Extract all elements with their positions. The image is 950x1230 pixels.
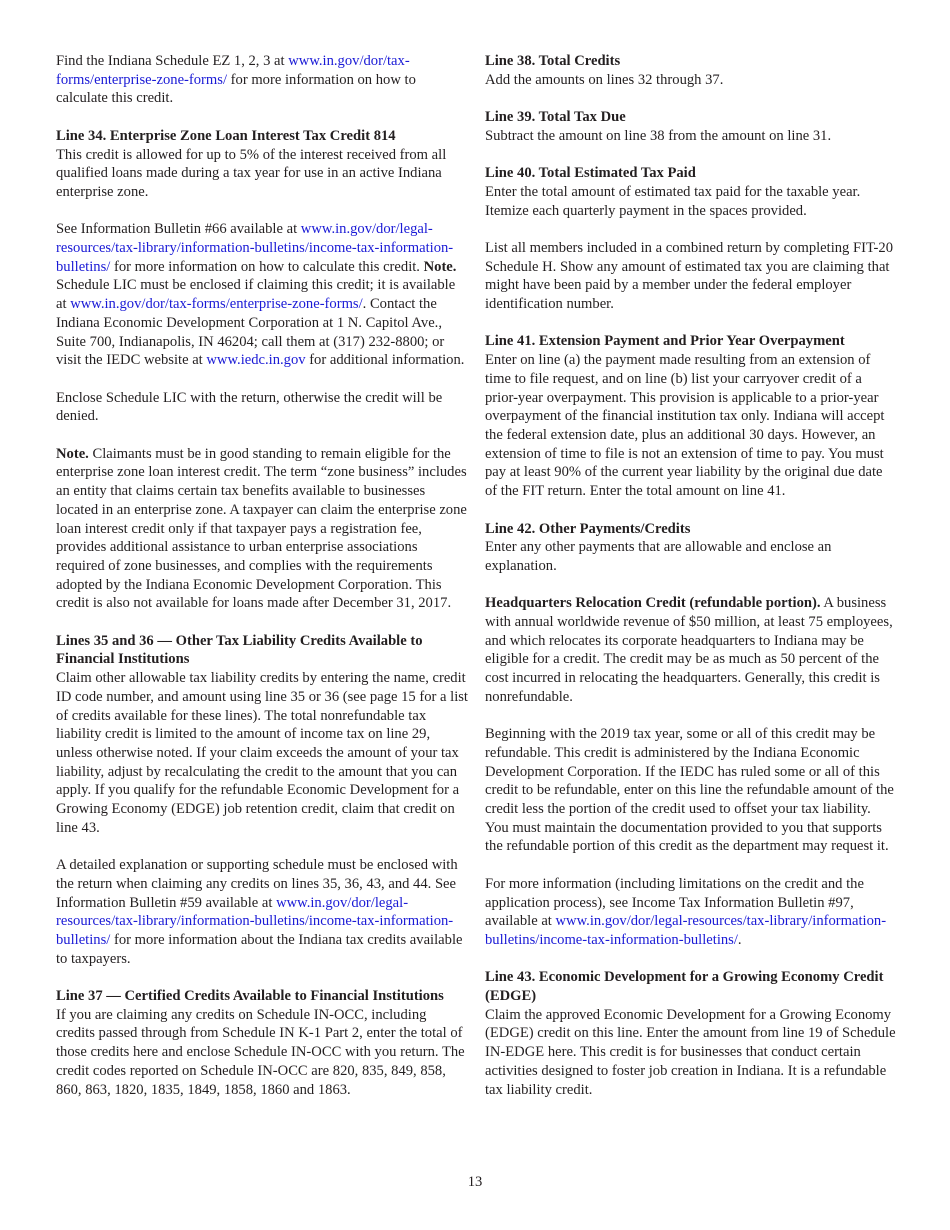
bulletin59-paragraph: A detailed explanation or supporting schedule must be enclosed with the return when claiming any credits on lines 35, 36, 43, and 44. See Information Bulletin #59 available at www.in.gov/dor/legal-resources/tax-library/information-bulletins/income-tax-information-bulletins/ for more information about the Indiana tax credits available to taxpayers. [56,857,463,967]
line37-section [56,987,468,1099]
line37-body: If you are claiming any credits on Schedule IN-OCC, including credits passed through from Schedule IN K-1 Part 2, enter the total of those credits here and enclose Schedule IN-OCC with you return. The credit codes reported on Schedule IN-OCC are 820, 835, 849, 858, 860, 863, 1820, 1835, 1849, 1858, 1860 and 1863. [56,1006,465,1098]
income-tax-bulletins-link[interactable]: www.in.gov/dor/legal-resources/tax-library/information-bulletins/income-tax-information-bulletins/ [56,221,454,275]
line34-body: This credit is allowed for up to 5% of the interest received from all qualified loans made during a tax year for use in an active Indiana enterprise zone. [56,146,447,200]
schedule-ez-paragraph: Find the Indiana Schedule EZ 1, 2, 3 at www.in.gov/dor/tax-forms/enterprise-zone-forms/ for more information on how to calculate this credit. [56,53,416,107]
line42-section [485,520,897,576]
line43-body: Claim the approved Economic Development for a Growing Economy (EDGE) credit on this line. Enter the amount from line 19 of Schedule IN-EDGE here. This credit is for businesses that conduct certain activities designed to foster job creation in Indiana. It is a refundable tax liability credit. [485,1006,896,1098]
bulletin97-paragraph: For more information (including limitations on the credit and the application process), see Income Tax Information Bulletin #97, available at www.in.gov/dor/legal-resources/tax-library/information-bulletins/income-tax-information-bulletins/. [485,875,887,948]
line42-heading: Line 42. Other Payments/Credits [485,520,691,537]
income-tax-bulletins-link-2[interactable]: www.in.gov/dor/legal-resources/tax-library/information-bulletins/income-tax-information-bulletins/ [56,894,454,948]
lines35-36-heading: Lines 35 and 36 — Other Tax Liability Credits Available to Financial Institutions [56,632,423,668]
line43-heading: Line 43. Economic Development for a Growing Economy Credit (EDGE) [485,969,884,1005]
combined-return-paragraph: List all members included in a combined return by completing FIT-20 Schedule H. Show any amount of estimated tax you are claiming that might have been paid by a member under the federal employer identification number. [485,239,893,313]
note-label: Note. [423,258,457,275]
refundable-2019-paragraph: Beginning with the 2019 tax year, some or all of this credit may be refundable. This credit is administered by the Indiana Economic Development Corporation. If the IEDC has ruled some or all of this credit to be refundable, enter on this line the refundable amount of the credit less the portion of the credit used to offset your tax liability. You must maintain the documentation provided to you that supports the refundable portion of this credit as the department may request it. [485,726,894,855]
hq-relocation-heading: Headquarters Relocation Credit (refundable portion). [485,595,821,612]
line34-section [56,127,468,202]
line41-section [485,332,897,500]
line40-body: Enter the total amount of estimated tax paid for the taxable year. Itemize each quarterly payment in the spaces provided. [485,183,861,219]
good-standing-note: Note. Claimants must be in good standing to remain eligible for the enterprise zone loan interest credit. The term “zone business” includes an entity that claims certain tax benefits available to businesses located in an enterprise zone. A taxpayer can claim the enterprise zone loan interest credit only if that taxpayer pays a registration fee, provides additional assistance to urban enterprise associations required of zone businesses, and complies with the requirements adopted by the Indiana Economic Development Corporation. This credit is also not available for loans made after December 31, 2017. [56,445,467,612]
line39-section [485,108,897,145]
page-number: 13 [467,1174,483,1190]
lines35-36-section [56,632,468,838]
right-column [485,52,897,1118]
lines35-36-body: Claim other allowable tax liability credits by entering the name, credit ID code number, and amount using line 35 or 36 (see page 15 for a list of credits available for these lines). The total nonrefundable tax liability credit is limited to the amount of income tax on line 29, unless otherwise noted. If your claim exceeds the amount of your tax liability, adjust by recalculating the credit to the amount that you can apply. If you qualify for the refundable Economic Development for a Growing Economy (EDGE) job retention credit, claim that credit on line 43. [56,670,468,836]
iedc-website-link[interactable]: www.iedc.in.gov [206,352,306,369]
line42-body: Enter any other payments that are allowable and enclose an explanation. [485,539,832,574]
line43-section [485,968,897,1099]
enterprise-zone-forms-link-2[interactable]: www.in.gov/dor/tax-forms/enterprise-zone-forms/ [70,296,363,313]
note-label-2: Note. [56,445,89,462]
line40-section [485,164,897,220]
line38-body: Add the amounts on lines 32 through 37. [485,71,724,88]
line41-heading: Line 41. Extension Payment and Prior Year Overpayment [485,333,845,350]
line39-body: Subtract the amount on line 38 from the amount on line 31. [485,127,832,144]
income-tax-bulletins-link-3[interactable]: www.in.gov/dor/legal-resources/tax-library/information-bulletins/income-tax-information-bulletins/ [485,913,887,948]
line34-heading: Line 34. Enterprise Zone Loan Interest Tax Credit 814 [56,127,396,144]
bulletin66-paragraph: See Information Bulletin #66 available at www.in.gov/dor/legal-resources/tax-library/information-bulletins/income-tax-information-bulletins/ for more information on how to calculate this credit. Note. Schedule LIC must be enclosed if claiming this credit; it is available at www.in.gov/dor/tax-forms/enterprise-zone-forms/. Contact the Indiana Economic Development Corporation at 1 N. Capitol Ave., Suite 700, Indianapolis, IN 46204; call them at (317) 232-8800; or visit the IEDC website at www.iedc.in.gov for additional information. [56,221,465,369]
hq-relocation-paragraph: Headquarters Relocation Credit (refundable portion). A business with annual worldwide revenue of $50 million, at least 75 employees, and which relocates its corporate headquarters to Indiana may be eligible for a credit. The credit may be as much as 50 percent of the cost incurred in relocating the headquarters. Generally, this credit is nonrefundable. [485,595,893,705]
line39-heading: Line 39. Total Tax Due [485,109,626,126]
line37-heading: Line 37 — Certified Credits Available to Financial Institutions [56,988,444,1005]
line38-section [485,52,897,89]
line41-body: Enter on line (a) the payment made resulting from an extension of time to file request, and on line (b) list your carryover credit of a prior-year overpayment. This provision is applicable to a prior-year overpayment of the financial institution tax only. Indiana will accept the federal extension date, plus an additional 30 days. However, an extension of time to file is not an extension of time to pay. You must pay at least 90% of the current year liability by the original due date of the FIT return. Enter the total amount on line 41. [485,352,885,500]
left-column [56,52,468,1118]
enterprise-zone-forms-link[interactable]: www.in.gov/dor/tax-forms/enterprise-zone-forms/ [56,53,410,88]
line38-heading: Line 38. Total Credits [485,53,621,69]
line40-heading: Line 40. Total Estimated Tax Paid [485,165,696,182]
enclose-lic-paragraph: Enclose Schedule LIC with the return, otherwise the credit will be denied. [56,389,443,425]
